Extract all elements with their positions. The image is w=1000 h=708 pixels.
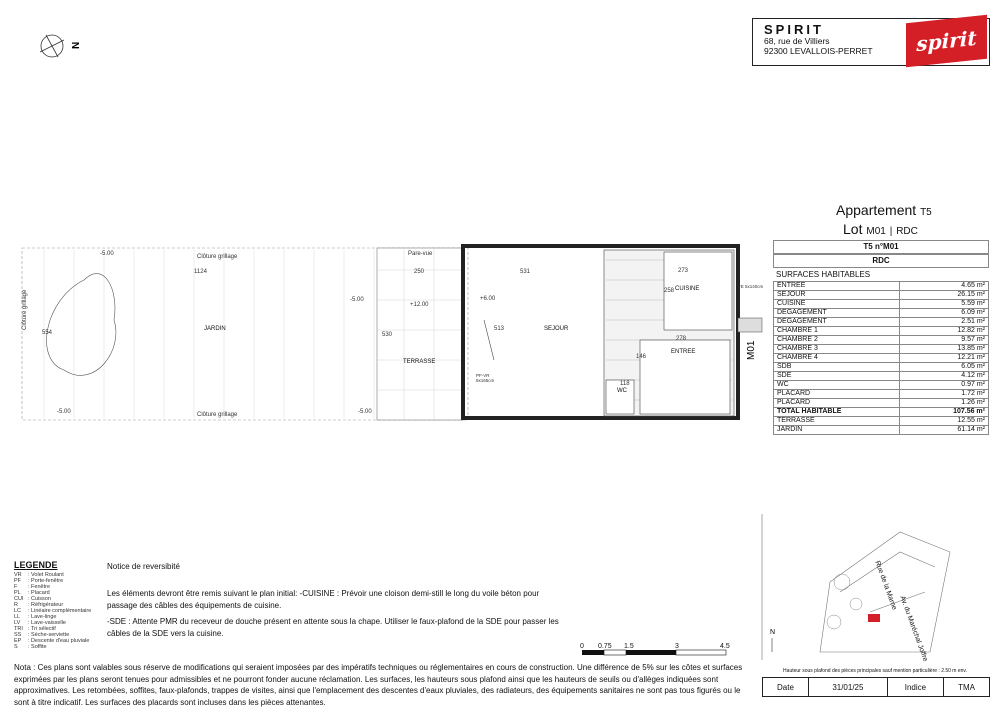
- legend-text: : Lave-vaisselle: [28, 620, 66, 626]
- legend-code: EP: [14, 638, 22, 644]
- address-line-1: 68, rue de Villiers: [764, 36, 830, 46]
- notice-paragraph-2: -SDE : Attente PMR du receveur de douche présent en attente sous la chape. Utiliser le faux-plafond de la SDE pour passer les câbles de la SDE vers la cuisine.: [107, 617, 559, 638]
- surface-value: 12.82 m²: [900, 327, 989, 336]
- surface-value: 61.14 m²: [900, 426, 989, 435]
- surface-row: [774, 318, 989, 327]
- surface-value: 9.57 m²: [900, 336, 989, 345]
- dim-258: 258: [664, 288, 675, 294]
- legend-text: : Lave-linge: [28, 614, 57, 620]
- date-label: Date: [763, 678, 809, 697]
- map-north-label: N: [770, 629, 776, 636]
- apartment-title: [836, 202, 932, 218]
- surface-row: [774, 426, 989, 435]
- legend-item: [14, 644, 91, 650]
- dim-513: 513: [494, 326, 505, 332]
- legend-code: S: [14, 644, 18, 650]
- legend-text: : Sèche-serviette: [28, 632, 70, 638]
- surface-value: 1.72 m²: [900, 390, 989, 399]
- cloture-left: Clôture grillage: [22, 289, 28, 330]
- surface-row: [774, 309, 989, 318]
- surface-row: [774, 381, 989, 390]
- surface-value: 26.15 m²: [900, 291, 989, 300]
- north-arrow-icon: [38, 32, 88, 62]
- legend-code: SS: [14, 632, 22, 638]
- room-wc: WC: [617, 388, 627, 394]
- level-m5-c: -5.00: [57, 409, 71, 415]
- dim-531: 531: [520, 269, 531, 275]
- lot-level: RDC: [896, 226, 918, 237]
- fe-label: FE 5x140cm: [738, 284, 764, 289]
- legend-list: [14, 572, 91, 650]
- legend-text: : Tri sélectif: [28, 626, 56, 632]
- surface-row: [774, 408, 989, 417]
- legend-code: LL: [14, 614, 21, 620]
- address-line-2: 92300 LEVALLOIS-PERRET: [764, 46, 873, 56]
- dim-278: 278: [676, 336, 687, 342]
- level-6: +6.00: [480, 296, 496, 302]
- cloture-top: Clôture grillage: [197, 254, 238, 260]
- surface-label: WC: [774, 381, 900, 390]
- date-value: 31/01/25: [808, 678, 887, 697]
- company-address: [764, 36, 873, 56]
- surface-label: CHAMBRE 3: [774, 345, 900, 354]
- surface-value: 5.59 m²: [900, 300, 989, 309]
- surface-value: 4.12 m²: [900, 372, 989, 381]
- surface-label: CHAMBRE 1: [774, 327, 900, 336]
- surface-value: 12.21 m²: [900, 354, 989, 363]
- level-12: +12.00: [410, 302, 429, 308]
- surface-value: 2.51 m²: [900, 318, 989, 327]
- surface-label: ENTREE: [774, 282, 900, 291]
- legend-text: : Porte-fenêtre: [28, 578, 64, 584]
- surface-row: [774, 345, 989, 354]
- legend-code: R: [14, 602, 18, 608]
- indice-value: TMA: [944, 678, 990, 697]
- street-name-2: Av. du Maréchal Joffre: [898, 595, 929, 663]
- apartment-label: Appartement: [836, 202, 917, 218]
- dim-118: 118: [620, 381, 630, 387]
- surfaces-head-level: RDC: [773, 254, 989, 268]
- room-cuisine: CUISINE: [675, 286, 700, 292]
- surface-label: SEJOUR: [774, 291, 900, 300]
- room-entree: ENTREE: [671, 349, 696, 355]
- scale-label-0: 0: [580, 643, 584, 650]
- legend-code: F: [14, 584, 18, 590]
- surface-row: [774, 363, 989, 372]
- surfaces-section-title: SURFACES HABITABLES: [776, 270, 871, 279]
- level-m5-a: -5.00: [100, 251, 114, 257]
- north-label: N: [71, 41, 82, 49]
- pare-vue: Pare-vue: [408, 251, 433, 257]
- surface-row: [774, 390, 989, 399]
- lot-tag: M01: [746, 340, 757, 360]
- surface-label: DEGAGEMENT: [774, 309, 900, 318]
- surface-label: PLACARD: [774, 399, 900, 408]
- room-jardin: JARDIN: [204, 326, 226, 332]
- footer-table: [762, 677, 990, 697]
- surface-value: 6.05 m²: [900, 363, 989, 372]
- level-m5-d: -5.00: [358, 409, 372, 415]
- dim-250: 250: [414, 269, 425, 275]
- surface-label: CHAMBRE 4: [774, 354, 900, 363]
- level-m5-b: -5.00: [350, 297, 364, 303]
- street-name-1: Rue de la Marne: [873, 560, 898, 612]
- legend-code: CUI: [14, 596, 24, 602]
- scale-label-45: 4.5: [720, 643, 730, 650]
- legend-text: : Linéaire complémentaire: [28, 608, 92, 614]
- surface-row: [774, 300, 989, 309]
- surface-value: 1.26 m²: [900, 399, 989, 408]
- scale-label-15: 1.5: [624, 643, 634, 650]
- legend-code: PF: [14, 578, 22, 584]
- surface-label: SDB: [774, 363, 900, 372]
- lot-label: Lot: [843, 221, 863, 237]
- legend-code: VR: [14, 572, 22, 578]
- legend-text: : Cuisson: [28, 596, 51, 602]
- lot-line: Lot M01 | RDC: [843, 221, 918, 237]
- scale-label-3: 3: [675, 643, 679, 650]
- legend-title: LEGENDE: [14, 560, 58, 570]
- surface-row: [774, 354, 989, 363]
- notice-title: Notice de reversibité: [107, 562, 180, 571]
- surface-value: 107.56 m²: [900, 408, 989, 417]
- surface-row: [774, 399, 989, 408]
- dim-530: 530: [382, 332, 393, 338]
- indice-label: Indice: [887, 678, 943, 697]
- legend-text: : Réfrigérateur: [28, 602, 64, 608]
- surface-label: PLACARD: [774, 390, 900, 399]
- legend-text: : Placard: [28, 590, 50, 596]
- legend-code: TRI: [14, 626, 23, 632]
- room-sejour: SEJOUR: [544, 326, 569, 332]
- dim-146: 146: [636, 354, 647, 360]
- scale-label-075: 0.75: [598, 643, 612, 650]
- legend-text: : Volet Roulant: [28, 572, 64, 578]
- surface-row: [774, 336, 989, 345]
- apartment-type: T5: [920, 207, 932, 218]
- surface-label: TOTAL HABITABLE: [774, 408, 900, 417]
- pf-vr-label: PF-VR 9x165cm: [476, 373, 495, 383]
- room-terrasse: TERRASSE: [403, 359, 436, 365]
- surface-row: [774, 327, 989, 336]
- surface-label: DEGAGEMENT: [774, 318, 900, 327]
- surface-label: CHAMBRE 2: [774, 336, 900, 345]
- lot-location-marker: [868, 614, 880, 622]
- surface-value: 6.09 m²: [900, 309, 989, 318]
- legend-code: LV: [14, 620, 21, 626]
- surfaces-head-lot: T5 n°M01: [773, 240, 989, 254]
- legend-text: : Soffite: [28, 644, 47, 650]
- surface-row: [774, 372, 989, 381]
- dim-554: 554: [42, 330, 53, 336]
- surface-label: SDE: [774, 372, 900, 381]
- legend-code: PL: [14, 590, 21, 596]
- spirit-logo: spirit: [906, 15, 987, 68]
- dim-273: 273: [678, 268, 689, 274]
- surface-value: 13.85 m²: [900, 345, 989, 354]
- legend-text: : Descente d'eau pluviale: [28, 638, 90, 644]
- surface-label: TERRASSE: [774, 417, 900, 426]
- surface-value: 0.97 m²: [900, 381, 989, 390]
- cloture-bottom: Clôture grillage: [197, 412, 238, 418]
- nota-text: Nota : Ces plans sont valables sous réserve de modifications qui seraient imposées par des impératifs techniques ou réglementaires en cours de construction. Une différence de 5% sur les côtes et surfaces exprimées par les plans seront tenues pour admissibles et ne pourront fonder aucune réclamation. Les surfaces, les hauteurs sous plafond ainsi que les hauteurs de seuils ou d'allèges indiquées sont approximatives. Les retombées, soffites, faux-plafonds, trappes de visites, ainsi que l'emplacement des descentes d'eaux pluviales, des radiateurs, des équipements sanitaires ne sont pas tous figurés ou le sont à titre indicatif. Les surfaces des placards sont incluses dans les pièces attenantes.: [14, 663, 743, 707]
- dim-1124: 1124: [194, 269, 207, 275]
- legend-code: LC: [14, 608, 22, 614]
- company-name: SPIRIT: [764, 22, 824, 37]
- situation-map: [760, 512, 990, 662]
- lot-number: M01: [866, 226, 886, 237]
- surfaces-table: [773, 281, 989, 435]
- legend-text: : Fenêtre: [28, 584, 51, 590]
- surface-row: [774, 291, 989, 300]
- notice-body: [107, 588, 567, 640]
- surface-value: 12.55 m²: [900, 417, 989, 426]
- surface-label: JARDIN: [774, 426, 900, 435]
- notice-paragraph-1: Les éléments devront être remis suivant le plan initial: -CUISINE : Prévoir une cloison demi-still le long du voile béton pour passage des câbles des équipements de cuisine.: [107, 589, 540, 610]
- surface-row: [774, 417, 989, 426]
- surface-row: [774, 282, 989, 291]
- ceiling-height-note: Hauteur sous plafond des pièces principales sauf mention particulière : 2.50 m env.: [783, 668, 967, 674]
- surface-value: 4.65 m²: [900, 282, 989, 291]
- surface-label: CUISINE: [774, 300, 900, 309]
